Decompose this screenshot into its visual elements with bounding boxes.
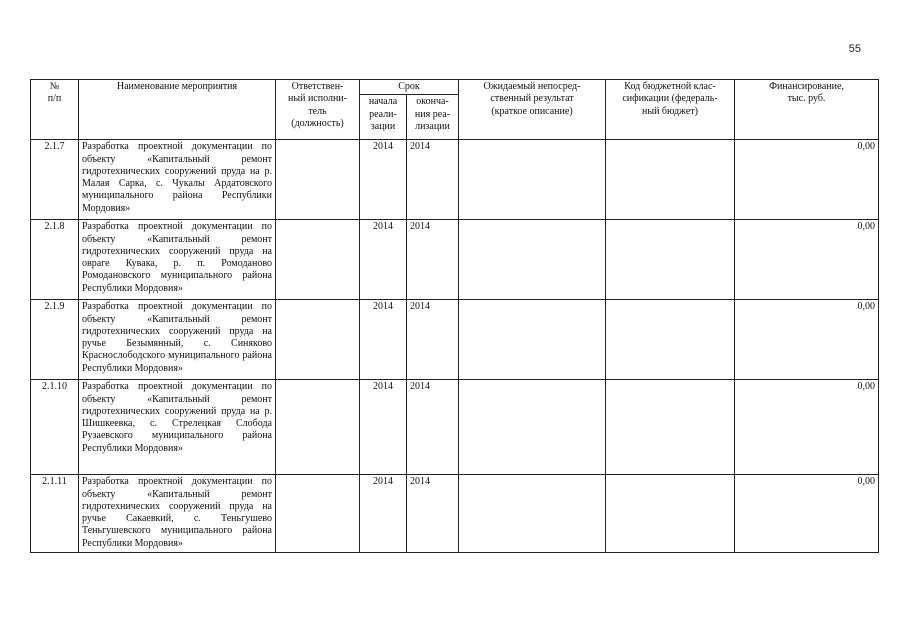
table-row <box>31 380 879 475</box>
row-result <box>459 380 606 475</box>
table-row <box>31 140 879 220</box>
row-responsible <box>276 220 360 300</box>
row-start: 2014 <box>360 475 407 553</box>
row-result <box>459 220 606 300</box>
row-start: 2014 <box>360 300 407 380</box>
row-financing: 0,00 <box>735 220 879 300</box>
header-result: Ожидаемый непосред- ственный результат (краткое описание) <box>459 80 606 140</box>
header-term: Срок <box>360 80 459 95</box>
row-responsible <box>276 140 360 220</box>
row-name: Разработка проектной документации по объекту «Капитальный ремонт гидротехнических сооружений пруда на ручье Сакаевкий, с. Теньгушево Теньгушевского муниципального района Республики Мордовия» <box>79 475 276 553</box>
header-num: № п/п <box>31 80 79 140</box>
row-responsible <box>276 475 360 553</box>
header-start: начала реали- зации <box>360 95 407 140</box>
row-start: 2014 <box>360 140 407 220</box>
row-result <box>459 140 606 220</box>
row-end: 2014 <box>407 300 459 380</box>
row-num: 2.1.9 <box>31 300 79 380</box>
row-financing: 0,00 <box>735 140 879 220</box>
header-end: оконча- ния реа- лизации <box>407 95 459 140</box>
row-budget-code <box>606 380 735 475</box>
row-budget-code <box>606 300 735 380</box>
page-number: 55 <box>848 43 861 55</box>
row-start: 2014 <box>360 220 407 300</box>
row-budget-code <box>606 140 735 220</box>
row-num: 2.1.11 <box>31 475 79 553</box>
row-end: 2014 <box>407 380 459 475</box>
row-name: Разработка проектной документации по объекту «Капитальный ремонт гидротехнических сооружений пруда на овраге Кувака, р. п. Ромоданово Ромодановского муниципального района Республики Мордовия» <box>79 220 276 300</box>
table-row <box>31 300 879 380</box>
row-responsible <box>276 300 360 380</box>
row-budget-code <box>606 475 735 553</box>
row-responsible <box>276 380 360 475</box>
header-budget-code: Код бюджетной клас- сификации (федераль- ный бюджет) <box>606 80 735 140</box>
table-row <box>31 220 879 300</box>
row-financing: 0,00 <box>735 475 879 553</box>
row-result <box>459 300 606 380</box>
header-financing: Финансирование, тыс. руб. <box>735 80 879 140</box>
row-name: Разработка проектной документации по объекту «Капитальный ремонт гидротехнических сооружений пруда на р. Малая Сарка, с. Чукалы Ардатовского муниципального района Республики Мордовия» <box>79 140 276 220</box>
row-financing: 0,00 <box>735 380 879 475</box>
row-num: 2.1.8 <box>31 220 79 300</box>
row-num: 2.1.10 <box>31 380 79 475</box>
row-start: 2014 <box>360 380 407 475</box>
row-num: 2.1.7 <box>31 140 79 220</box>
header-responsible: Ответствен- ный исполни- тель (должность) <box>276 80 360 140</box>
activities-table <box>30 79 879 553</box>
row-result <box>459 475 606 553</box>
header-name: Наименование мероприятия <box>79 80 276 140</box>
row-name: Разработка проектной документации по объекту «Капитальный ремонт гидротехнических сооружений пруда на р. Шишкеевка, с. Стрелецкая Слобода Рузаевского муниципального района Республики Мордовия» <box>79 380 276 475</box>
row-name: Разработка проектной документации по объекту «Капитальный ремонт гидротехнических сооружений пруда на ручье Безымянный, с. Синяково Краснослободского муниципального района Республики Мордовия» <box>79 300 276 380</box>
row-budget-code <box>606 220 735 300</box>
row-end: 2014 <box>407 140 459 220</box>
row-end: 2014 <box>407 220 459 300</box>
table-row <box>31 475 879 553</box>
row-end: 2014 <box>407 475 459 553</box>
row-financing: 0,00 <box>735 300 879 380</box>
